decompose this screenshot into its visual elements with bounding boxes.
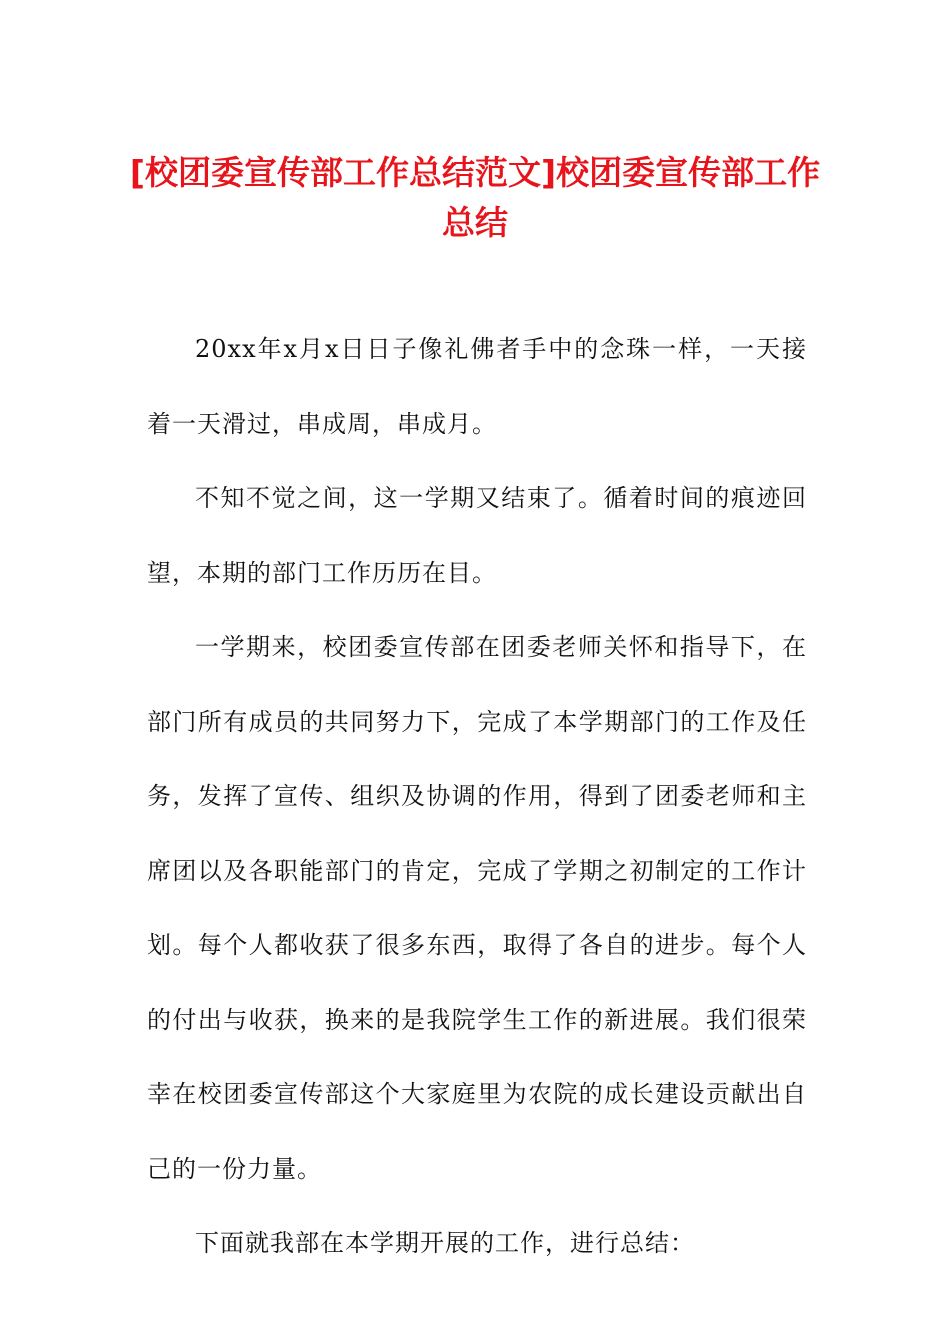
document-body — [147, 312, 807, 1281]
paragraph: 一学期来，校团委宣传部在团委老师关怀和指导下，在部门所有成员的共同努力下，完成了本学期部门的工作及任务，发挥了宣传、组织及协调的作用，得到了团委老师和主席团以及各职能部门的肯定，完成了学期之初制定的工作计划。每个人都收获了很多东西，取得了各自的进步。每个人的付出与收获，换来的是我院学生工作的新进展。我们很荣幸在校团委宣传部这个大家庭里为农院的成长建设贡献出自己的一份力量。 — [147, 633, 807, 1183]
paragraph: 20xx年x月x日日子像礼佛者手中的念珠一样，一天接着一天滑过，串成周，串成月。 — [147, 335, 807, 438]
paragraph: 不知不觉之间，这一学期又结束了。循着时间的痕迹回望，本期的部门工作历历在目。 — [147, 484, 807, 587]
paragraph: 下面就我部在本学期开展的工作，进行总结： — [195, 1229, 695, 1257]
document-title: [校团委宣传部工作总结范文]校团委宣传部工作总结 — [129, 153, 821, 242]
